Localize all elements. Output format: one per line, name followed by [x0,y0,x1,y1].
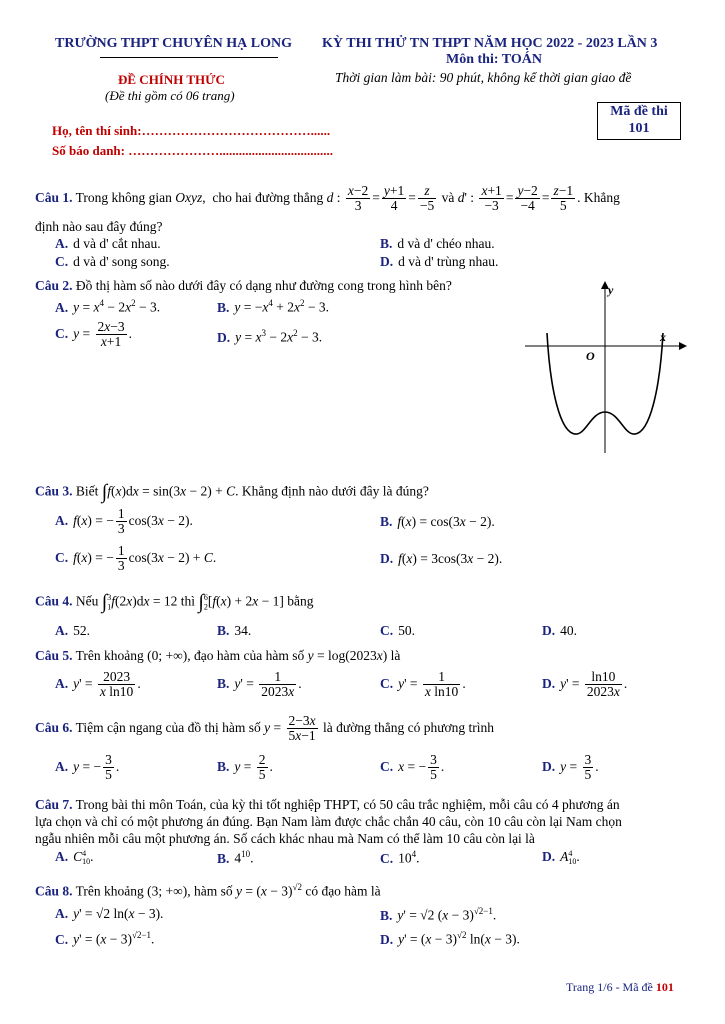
q7-option-a[interactable]: A. C 4 10 . [55,848,94,866]
q1-option-a[interactable]: A. d và d' cắt nhau. [55,236,161,251]
q3-option-c[interactable]: C. f(x) = − $\frac{1}{3}$ cos(3x − 2) + C. [55,543,217,574]
q5-option-d[interactable]: D. y' = $\frac{\ln 10}{2023x}$ . [542,669,628,700]
q4-option-c[interactable]: C. 50. [380,623,415,638]
exam-code-label: Mã đề thi [610,104,668,119]
question-7: Câu 7. Trong bài thi môn Toán, của kỳ thi tốt nghiệp THPT, có 50 câu trắc nghiệm, mỗi câu có 4 phương án [35,797,620,812]
curve-graph [520,278,690,458]
q7-option-b[interactable]: B. $4^{10}$. [217,849,254,866]
q8-option-a[interactable]: A. y' = √2 ln(x − 3). [55,906,164,921]
q1-text-b: cho hai đường thẳng [212,189,324,205]
candidate-id-field: Số báo danh: …………………................................... [52,143,333,158]
q5-option-a[interactable]: A. y' = $\frac{2023}{\text{x ln10}}$ . [55,669,141,700]
q7-option-d[interactable]: D. A 4 10 . [542,848,580,866]
school-underline [100,57,278,58]
q6-option-d[interactable]: D. y = $\frac{3}{5}$ . [542,752,599,783]
y-axis-label: y [608,283,614,297]
q5-option-c[interactable]: C. y' = $\frac{1}{\text{x ln10}}$ . [380,669,466,700]
q7-line-2: lựa chọn và chỉ có một phương án đúng. Bạn Nam làm được chắc chắn 40 câu, còn 10 câu còn lại Nam chọn [35,814,622,829]
q8-option-c[interactable]: C. $y' = (x - 3)^{√2-1}$. [55,930,155,947]
q6-option-b[interactable]: B. y = $\frac{2}{5}$ . [217,752,273,783]
q7-line-3: ngẫu nhiên mỗi câu một phương án. Số cách khác nhau mà Nam có thể làm 10 câu còn lại là [35,831,535,846]
q3-option-b[interactable]: B. f(x) = cos(3x − 2). [380,514,495,529]
q1-option-d[interactable]: D. d và d' trùng nhau. [380,254,499,269]
subject: Môn thi: TOÁN [446,52,542,67]
q1-label: Câu 1. [35,189,73,205]
q1-option-c[interactable]: C. d và d' song song. [55,254,170,269]
page-footer: Trang 1/6 - Mã đề 101 [566,980,674,994]
q5-option-b[interactable]: B. y' = $\frac{1}{2023x}$ . [217,669,302,700]
exam-title: KỲ THI THỬ TN THPT NĂM HỌC 2022 - 2023 LẦN 3 [322,36,658,51]
q1-text-d: . Khẳng [577,189,620,205]
q3-option-d[interactable]: D. f(x) = 3cos(3x − 2). [380,551,503,566]
q6-option-a[interactable]: A. y = − $\frac{3}{5}$ . [55,752,120,783]
exam-code-box [597,102,681,140]
question-6: Câu 6. Tiệm cận ngang của đồ thị hàm số y = $\frac{2-3x}{5x-1}$ là đường thẳng có phương trình [35,713,495,744]
q7-option-c[interactable]: C. $10^4$. [380,849,420,866]
q8-option-d[interactable]: D. $y' = (x - 3)^{√2}$ ln(x − 3). [380,930,520,947]
q2-option-c[interactable]: C. y = $\frac{2x-3}{x+1}$ . [55,319,132,350]
pages-note: (Đề thi gồm có 06 trang) [105,88,235,103]
question-8: Câu 8. Trên khoảng (3; +∞), hàm số $y = (x - 3)^{√2}$ có đạo hàm là [35,882,381,899]
question-3: Câu 3. Biết ∫f(x)dx = sin(3x − 2) + C. Khẳng định nào dưới đây là đúng? [35,481,429,503]
q4-option-a[interactable]: A. 52. [55,623,90,638]
question-1: Câu 1. Trong không gian Oxyz, cho hai đường thẳng d : $\frac{x-2}{3}$ = $\frac{y+1}{4}$ = $\frac{z}{-5}$ và d' : $\frac{x+1}{-3}$ = $\frac{y-2}{-4}$ = $\frac{z-1}{5}$ . Khẳng [35,183,620,214]
question-2: Câu 2. Đồ thị hàm số nào dưới đây có dạng như đường cong trong hình bên? [35,278,452,293]
candidate-name-field: Họ, tên thí sinh:…………………………………...... [52,123,331,138]
q1-option-b[interactable]: B. d và d' chéo nhau. [380,236,495,251]
question-4: Câu 4. Nếu $\int_1^3f(2x)dx = 12$ thì $\int_2^6[f(x) + 2x - 1]$ bằng [35,591,314,613]
time-note: Thời gian làm bài: 90 phút, không kể thời gian giao đề [335,70,632,85]
x-axis-label: x [660,330,666,344]
q2-option-d[interactable]: D. $y = x^3 - 2x^2 - 3$. [217,328,323,345]
school-name: TRƯỜNG THPT CHUYÊN HẠ LONG [55,36,292,51]
q8-option-b[interactable]: B. y' = √2 $(x - 3)^{√2-1}$. [380,906,497,923]
official-label: ĐỀ CHÍNH THỨC [118,72,225,87]
q4-option-b[interactable]: B. 34. [217,623,252,638]
q2-option-a[interactable]: A. $y = x^4 - 2x^2 - 3$. [55,298,161,315]
q1-text-cont: định nào sau đây đúng? [35,219,163,234]
q4-option-d[interactable]: D. 40. [542,623,577,638]
q1-text-a: Trong không gian [75,189,172,205]
origin-label: O [586,349,595,363]
q6-option-c[interactable]: C. x = − $\frac{3}{5}$ . [380,752,445,783]
q3-option-a[interactable]: A. f(x) = − $\frac{1}{3}$ cos(3x − 2). [55,506,193,537]
exam-code: 101 [628,121,650,136]
question-5: Câu 5. Trên khoảng (0; +∞), đạo hàm của hàm số y = log(2023x) là [35,648,401,663]
q1-text-c: và [441,189,455,205]
q2-option-b[interactable]: B. $y = -x^4 + 2x^2 - 3$. [217,298,329,315]
